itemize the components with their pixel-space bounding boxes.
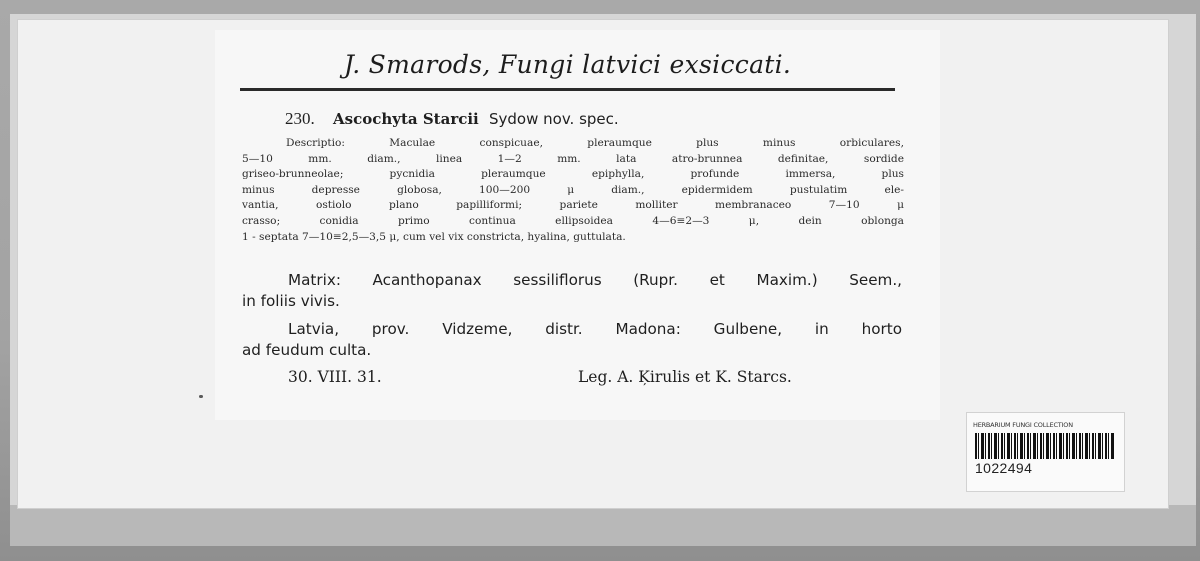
description [242,136,904,245]
collection-info [288,368,880,386]
description-line: vantia, ostiolo plano papilliformi; pariete molliter membranaceo 7—10 μ [242,199,904,212]
locality-paragraph [242,319,902,361]
locality-line: ad feudum culta. [242,341,372,359]
description-line: 1 - septata 7—10≡2,5—3,5 μ, cum vel vix constricta, hyalina, guttulata. [242,230,626,243]
collectors: Leg. A. Ķirulis et K. Starcs. [578,368,792,386]
description-line: minus depresse globosa, 100—200 μ diam., epidermidem pustulatim ele- [242,183,904,196]
mount-lower-edge [10,505,1196,546]
description-line: griseo-brunneolae; pycnidia pleraumque epiphylla, profunde immersa, plus [242,168,904,181]
barcode-label [966,412,1125,492]
barcode-number: 1022494 [975,460,1033,476]
species-authority: Sydow nov. spec. [489,110,619,128]
paper-speck [199,395,203,398]
barcode-institution: HERBARIUM FUNGI COLLECTION [973,421,1073,429]
matrix-line: in foliis vivis. [242,292,340,310]
specimen-number: 230. [285,109,315,128]
description-line: Descriptio: Maculae conspicuae, pleraumque plus minus orbiculares, [286,137,904,149]
matrix-paragraph [242,270,902,312]
matrix-line: Matrix: Acanthopanax sessiliflorus (Rupr. et Maxim.) Seem., [288,271,902,289]
collection-date: 30. VIII. 31. [288,368,382,386]
description-line: crasso; conidia primo continua ellipsoidea 4—6≡2—3 μ, dein oblonga [242,214,904,227]
species-heading [285,109,619,129]
collection-title: J. Smarods, Fungi latvici exsiccati. [343,50,792,79]
description-line: 5—10 mm. diam., linea 1—2 mm. lata atro-brunnea definitae, sordide [242,152,904,165]
locality-line: Latvia, prov. Vidzeme, distr. Madona: Gulbene, in horto [288,320,902,338]
species-name: Ascochyta Starcii [333,110,479,128]
title-rule [240,88,895,91]
barcode-icon [975,433,1115,459]
